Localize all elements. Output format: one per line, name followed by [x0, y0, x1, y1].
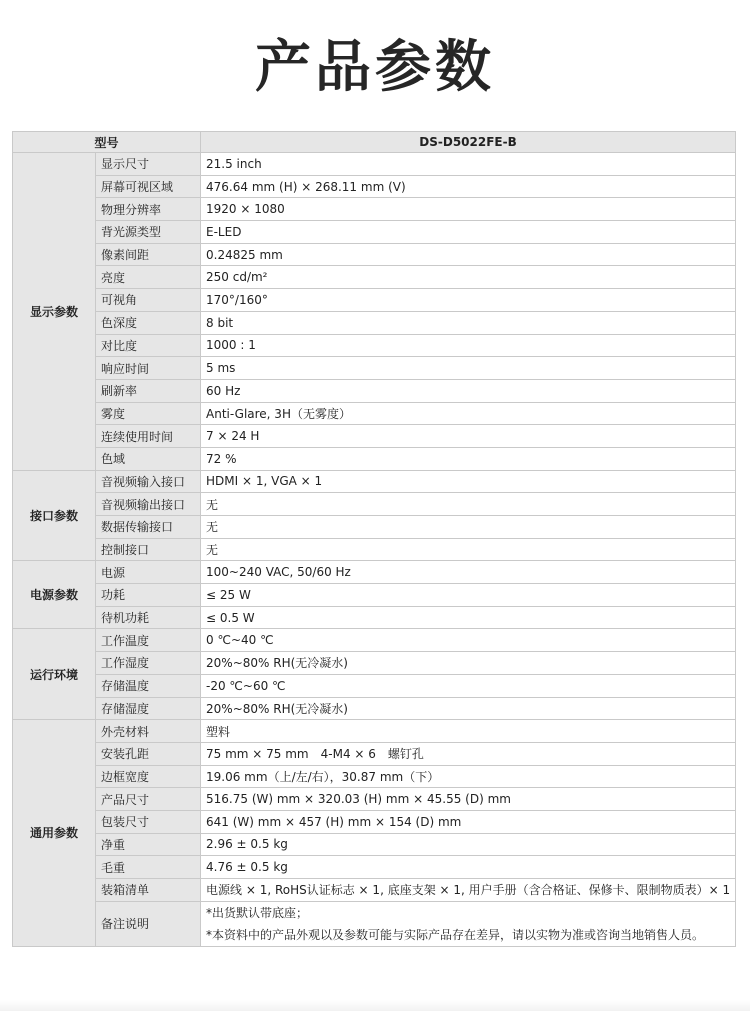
group-label: 接口参数	[13, 470, 96, 561]
param-name: 亮度	[96, 266, 201, 289]
note-line: *本资料中的产品外观以及参数可能与实际产品存在差异，请以实物为准或咨询当地销售人员。	[206, 927, 705, 942]
param-name: 音视频输出接口	[96, 493, 201, 516]
param-name: 像素间距	[96, 243, 201, 266]
param-name: 显示尺寸	[96, 153, 201, 176]
param-name: 数据传输接口	[96, 516, 201, 539]
spec-table	[12, 131, 736, 947]
param-value: Anti-Glare, 3H（无雾度）	[201, 402, 736, 425]
table-row	[13, 447, 736, 470]
param-name: 电源	[96, 561, 201, 584]
param-name: 工作湿度	[96, 652, 201, 675]
group-label: 电源参数	[13, 561, 96, 629]
param-value: 250 cd/m²	[201, 266, 736, 289]
param-value: 20%~80% RH(无冷凝水)	[201, 652, 736, 675]
table-header-row	[13, 132, 736, 153]
param-value: 21.5 inch	[201, 153, 736, 176]
param-value: 1920 × 1080	[201, 198, 736, 221]
param-name: 背光源类型	[96, 221, 201, 244]
model-label: 型号	[13, 132, 201, 153]
param-name: 物理分辨率	[96, 198, 201, 221]
table-row	[13, 901, 736, 946]
param-name: 包装尺寸	[96, 810, 201, 833]
param-value: 无	[201, 493, 736, 516]
param-value	[201, 901, 736, 946]
table-row	[13, 289, 736, 312]
param-value: 0 ℃~40 ℃	[201, 629, 736, 652]
param-value: 8 bit	[201, 311, 736, 334]
table-row	[13, 879, 736, 902]
table-row	[13, 153, 736, 176]
table-row	[13, 311, 736, 334]
table-row	[13, 810, 736, 833]
param-value: E-LED	[201, 221, 736, 244]
table-row	[13, 856, 736, 879]
table-row	[13, 198, 736, 221]
group-label: 运行环境	[13, 629, 96, 720]
param-value: -20 ℃~60 ℃	[201, 674, 736, 697]
param-value: ≤ 0.5 W	[201, 606, 736, 629]
table-row	[13, 334, 736, 357]
param-name: 可视角	[96, 289, 201, 312]
param-name: 色深度	[96, 311, 201, 334]
model-value: DS-D5022FE-B	[201, 132, 736, 153]
table-row	[13, 425, 736, 448]
table-row	[13, 470, 736, 493]
param-name: 待机功耗	[96, 606, 201, 629]
param-value: 100~240 VAC, 50/60 Hz	[201, 561, 736, 584]
table-row	[13, 243, 736, 266]
table-row	[13, 493, 736, 516]
param-name: 外壳材料	[96, 720, 201, 743]
param-value: 0.24825 mm	[201, 243, 736, 266]
param-value: 2.96 ± 0.5 kg	[201, 833, 736, 856]
param-name: 存储湿度	[96, 697, 201, 720]
param-name: 边框宽度	[96, 765, 201, 788]
param-value: 19.06 mm（上/左/右），30.87 mm（下）	[201, 765, 736, 788]
param-name: 雾度	[96, 402, 201, 425]
table-row	[13, 357, 736, 380]
param-name: 存储温度	[96, 674, 201, 697]
table-row	[13, 765, 736, 788]
param-value: 641 (W) mm × 457 (H) mm × 154 (D) mm	[201, 810, 736, 833]
param-name: 产品尺寸	[96, 788, 201, 811]
param-value: 75 mm × 75 mm 4-M4 × 6 螺钉孔	[201, 742, 736, 765]
param-name: 音视频输入接口	[96, 470, 201, 493]
param-value: 塑料	[201, 720, 736, 743]
param-name: 安装孔距	[96, 742, 201, 765]
group-label: 通用参数	[13, 720, 96, 947]
table-row	[13, 697, 736, 720]
param-value: ≤ 25 W	[201, 584, 736, 607]
param-name: 响应时间	[96, 357, 201, 380]
param-name: 控制接口	[96, 538, 201, 561]
table-row	[13, 629, 736, 652]
table-row	[13, 379, 736, 402]
table-row	[13, 516, 736, 539]
table-row	[13, 788, 736, 811]
table-row	[13, 833, 736, 856]
param-name: 色域	[96, 447, 201, 470]
table-row	[13, 742, 736, 765]
table-row	[13, 584, 736, 607]
table-row	[13, 175, 736, 198]
note-line: *出货默认带底座；	[206, 905, 309, 920]
table-row	[13, 652, 736, 675]
param-value: 516.75 (W) mm × 320.03 (H) mm × 45.55 (D) mm	[201, 788, 736, 811]
param-name: 毛重	[96, 856, 201, 879]
param-value: 4.76 ± 0.5 kg	[201, 856, 736, 879]
param-name: 装箱清单	[96, 879, 201, 902]
param-value: 无	[201, 538, 736, 561]
table-row	[13, 674, 736, 697]
param-name: 功耗	[96, 584, 201, 607]
param-name: 工作温度	[96, 629, 201, 652]
param-name: 对比度	[96, 334, 201, 357]
param-value: 60 Hz	[201, 379, 736, 402]
param-value: 5 ms	[201, 357, 736, 380]
table-row	[13, 538, 736, 561]
param-value: 电源线 × 1, RoHS认证标志 × 1, 底座支架 × 1, 用户手册（含合格证、保修卡、限制物质表）× 1	[201, 879, 736, 902]
table-row	[13, 720, 736, 743]
param-name: 屏幕可视区域	[96, 175, 201, 198]
param-value: 20%~80% RH(无冷凝水)	[201, 697, 736, 720]
param-name: 连续使用时间	[96, 425, 201, 448]
table-row	[13, 221, 736, 244]
table-row	[13, 561, 736, 584]
param-value: HDMI × 1, VGA × 1	[201, 470, 736, 493]
param-value: 72 %	[201, 447, 736, 470]
param-value: 476.64 mm (H) × 268.11 mm (V)	[201, 175, 736, 198]
table-row	[13, 402, 736, 425]
table-row	[13, 606, 736, 629]
param-name: 刷新率	[96, 379, 201, 402]
table-row	[13, 266, 736, 289]
page-title: 产品参数	[255, 35, 495, 100]
param-value: 1000 : 1	[201, 334, 736, 357]
group-label: 显示参数	[13, 153, 96, 471]
param-name: 净重	[96, 833, 201, 856]
param-value: 170°/160°	[201, 289, 736, 312]
param-value: 7 × 24 H	[201, 425, 736, 448]
param-value: 无	[201, 516, 736, 539]
param-name: 备注说明	[96, 901, 201, 946]
